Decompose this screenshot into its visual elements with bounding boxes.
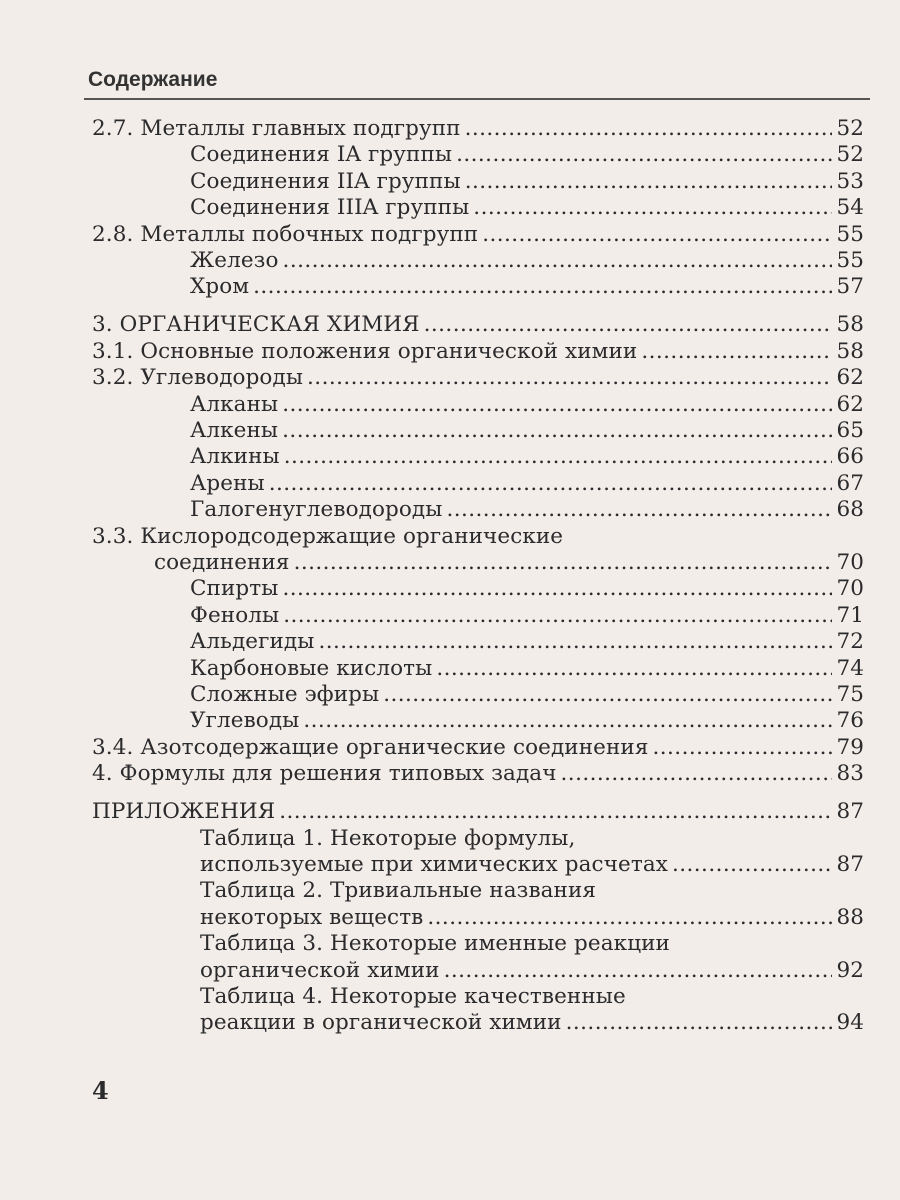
- toc-entry-text: Углеводы: [190, 708, 300, 734]
- dot-leader: [294, 550, 833, 576]
- dot-leader: [566, 1010, 833, 1036]
- page-number: 4: [92, 1076, 109, 1105]
- toc-entry-text: Алкены: [190, 417, 279, 443]
- dot-leader: [444, 958, 833, 984]
- dot-leader: [279, 799, 832, 825]
- toc-entry[interactable]: [92, 116, 864, 142]
- toc-entry-page: 74: [836, 655, 864, 681]
- dot-leader: [561, 761, 833, 787]
- dot-leader: [282, 418, 832, 444]
- table-of-contents: [92, 116, 864, 1037]
- dot-leader: [284, 444, 833, 470]
- toc-entry-text: некоторых веществ: [200, 904, 424, 930]
- toc-entry-text: 2.8. Металлы побочных подгрупп: [92, 221, 479, 247]
- toc-entry-page: 67: [836, 470, 864, 496]
- toc-entry-page: 79: [836, 734, 864, 760]
- dot-leader: [253, 274, 832, 300]
- toc-entry-title-line: [92, 931, 864, 957]
- toc-entry-text: Спирты: [190, 576, 279, 602]
- toc-entry-page: 75: [836, 682, 864, 708]
- toc-entry[interactable]: [92, 550, 864, 576]
- toc-entry[interactable]: [92, 418, 864, 444]
- toc-entry-text: Галогенуглеводороды: [190, 497, 443, 523]
- toc-entry-text: Таблица 2. Тривиальные названия: [200, 878, 597, 904]
- toc-entry-text: 3.3. Кислородсодержащие органические: [92, 523, 564, 549]
- toc-entry[interactable]: [92, 471, 864, 497]
- toc-entry-page: 70: [836, 550, 864, 575]
- dot-leader: [282, 392, 832, 418]
- toc-entry-text: Алкины: [190, 444, 280, 470]
- toc-entry-text: реакции в органической химии: [200, 1010, 562, 1036]
- toc-entry-text: 3.2. Углеводороды: [92, 365, 304, 391]
- toc-entry[interactable]: [92, 274, 864, 300]
- dot-leader: [465, 116, 833, 142]
- toc-entry-text: используемые при химических расчетах: [200, 851, 668, 877]
- toc-entry-page: 55: [836, 221, 864, 247]
- dot-leader: [307, 365, 832, 391]
- toc-entry-page: 94: [836, 1010, 864, 1036]
- toc-entry-page: 58: [836, 338, 864, 364]
- toc-entry[interactable]: [92, 682, 864, 708]
- toc-entry[interactable]: [92, 1010, 864, 1036]
- toc-entry-page: 53: [836, 168, 864, 194]
- toc-entry-page: 70: [836, 576, 864, 602]
- toc-entry-text: Альдегиды: [190, 629, 315, 655]
- toc-entry-text: Соединения IA группы: [190, 142, 453, 168]
- toc-entry-page: 57: [836, 274, 864, 300]
- toc-entry-text: Таблица 1. Некоторые формулы,: [200, 825, 576, 851]
- dot-leader: [283, 603, 832, 629]
- toc-entry-page: 52: [836, 142, 864, 168]
- header-rule: [84, 98, 870, 100]
- toc-entry[interactable]: [92, 365, 864, 391]
- toc-entry-text: 4. Формулы для решения типовых задач: [92, 761, 557, 787]
- toc-entry-text: Железо: [190, 248, 279, 274]
- toc-entry[interactable]: [92, 312, 864, 338]
- dot-leader: [424, 312, 833, 338]
- toc-entry-text: Сложные эфиры: [190, 682, 380, 708]
- toc-entry-title-line: [92, 524, 864, 550]
- toc-entry[interactable]: [92, 497, 864, 523]
- toc-entry[interactable]: [92, 444, 864, 470]
- toc-entry-text: Таблица 4. Некоторые качественные: [200, 984, 626, 1009]
- toc-entry-page: 76: [836, 708, 864, 734]
- dot-leader: [283, 248, 833, 274]
- dot-leader: [269, 471, 833, 497]
- toc-entry-page: 87: [836, 851, 864, 877]
- toc-entry-page: 88: [836, 904, 864, 930]
- toc-entry[interactable]: [92, 603, 864, 629]
- toc-entry-text: Карбоновые кислоты: [190, 655, 433, 681]
- toc-entry-page: 62: [836, 391, 864, 417]
- toc-entry-page: 71: [836, 602, 864, 628]
- toc-entry-text: Арены: [190, 470, 265, 496]
- toc-entry-page: 72: [836, 629, 864, 655]
- toc-entry-page: 83: [836, 761, 864, 787]
- toc-entry-text: 3. ОРГАНИЧЕСКАЯ ХИМИЯ: [92, 312, 420, 338]
- toc-entry[interactable]: [92, 629, 864, 655]
- dot-leader: [672, 852, 832, 878]
- dot-leader: [427, 905, 832, 931]
- dot-leader: [383, 682, 832, 708]
- toc-entry[interactable]: [92, 708, 864, 734]
- toc-entry-page: 92: [836, 957, 864, 983]
- toc-entry[interactable]: [92, 248, 864, 274]
- dot-leader: [318, 629, 832, 655]
- toc-entry-page: 54: [836, 195, 864, 221]
- toc-entry[interactable]: [92, 735, 864, 761]
- toc-entry-text: 3.4. Азотсодержащие органические соединения: [92, 734, 649, 760]
- toc-entry-text: Фенолы: [190, 602, 280, 628]
- toc-entry[interactable]: [92, 852, 864, 878]
- toc-entry-title-line: [92, 984, 864, 1010]
- toc-entry-title-line: [92, 826, 864, 852]
- toc-entry-page: 52: [836, 116, 864, 141]
- toc-entry-page: 58: [836, 312, 864, 338]
- dot-leader: [446, 497, 832, 523]
- section-header: Содержание: [88, 68, 218, 91]
- toc-entry-text: Хром: [190, 274, 250, 300]
- toc-entry[interactable]: [92, 339, 864, 365]
- toc-entry[interactable]: [92, 656, 864, 682]
- toc-entry-text: Соединения IIIA группы: [190, 195, 470, 221]
- dot-leader: [465, 169, 833, 195]
- dot-leader: [282, 576, 832, 602]
- dot-leader: [473, 195, 832, 221]
- toc-entry-text: Соединения IIA группы: [190, 168, 461, 194]
- toc-entry-text: 3.1. Основные положения органической химии: [92, 338, 638, 364]
- toc-entry-text: органической химии: [200, 957, 440, 983]
- toc-entry[interactable]: [92, 799, 864, 825]
- dot-leader: [456, 142, 832, 168]
- toc-entry[interactable]: [92, 169, 864, 195]
- toc-entry-text: Таблица 3. Некоторые именные реакции: [200, 931, 670, 957]
- toc-entry[interactable]: [92, 195, 864, 221]
- toc-entry-text: 2.7. Металлы главных подгрупп: [92, 116, 461, 141]
- toc-entry[interactable]: [92, 958, 864, 984]
- toc-entry-page: 62: [836, 365, 864, 391]
- toc-entry-page: 87: [836, 799, 864, 825]
- toc-entry[interactable]: [92, 392, 864, 418]
- toc-entry-page: 55: [836, 248, 864, 274]
- toc-entry[interactable]: [92, 142, 864, 168]
- toc-entry-text: ПРИЛОЖЕНИЯ: [92, 799, 276, 825]
- toc-entry[interactable]: [92, 576, 864, 602]
- toc-entry-page: 66: [836, 444, 864, 470]
- toc-entry-title-line: [92, 878, 864, 904]
- toc-entry-page: 68: [836, 497, 864, 523]
- toc-entry[interactable]: [92, 222, 864, 248]
- dot-leader: [303, 708, 832, 734]
- toc-entry-page: 65: [836, 417, 864, 443]
- toc-entry[interactable]: [92, 761, 864, 787]
- toc-entry[interactable]: [92, 905, 864, 931]
- dot-leader: [436, 656, 832, 682]
- toc-entry-text: соединения: [154, 550, 290, 575]
- dot-leader: [641, 339, 832, 365]
- dot-leader: [482, 222, 832, 248]
- dot-leader: [653, 735, 833, 761]
- toc-entry-text: Алканы: [190, 391, 279, 417]
